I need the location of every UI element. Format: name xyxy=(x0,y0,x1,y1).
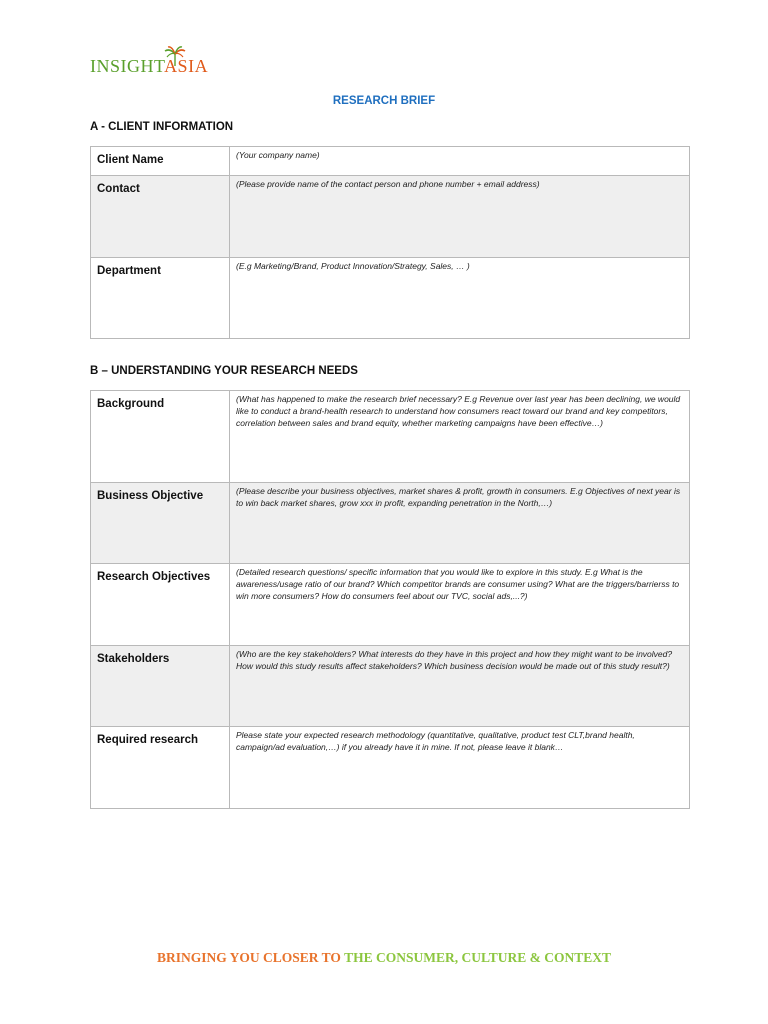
table-row xyxy=(91,258,690,339)
client-information-table xyxy=(90,146,690,339)
contact-field[interactable]: (Please provide name of the contact person and phone number + email address) xyxy=(230,176,690,258)
research-needs-table xyxy=(90,390,690,809)
business-objective-label: Business Objective xyxy=(91,483,230,564)
contact-label: Contact xyxy=(91,176,230,258)
background-label: Background xyxy=(91,391,230,483)
business-objective-field[interactable]: (Please describe your business objectives, market shares & profit, growth in consumers. E.g Objectives of next year is to win back market shares, grow xxx in profit, expanding penetration in the North,…) xyxy=(230,483,690,564)
logo-insight-text: INSIGHT xyxy=(90,56,165,76)
table-row xyxy=(91,564,690,646)
stakeholders-text-line-2: How would this study results affect stakeholders? Which business decision would be made out of this study result?) xyxy=(236,661,670,671)
client-name-field[interactable]: (Your company name) xyxy=(230,147,690,176)
section-a-heading: A - CLIENT INFORMATION xyxy=(90,121,234,133)
footer-tagline-part-2: THE CONSUMER, CULTURE & CONTEXT xyxy=(344,950,611,965)
required-research-field[interactable]: Please state your expected research methodology (quantitative, qualitative, product test CLT,brand health, campaign/ad evaluation,…) if you already have it in mine. If not, please leave it blank… xyxy=(230,727,690,809)
table-row xyxy=(91,646,690,727)
research-objectives-label: Research Objectives xyxy=(91,564,230,646)
section-b-heading: B – UNDERSTANDING YOUR RESEARCH NEEDS xyxy=(90,365,358,377)
table-row xyxy=(91,176,690,258)
client-name-label: Client Name xyxy=(91,147,230,176)
table-row xyxy=(91,483,690,564)
document-title: RESEARCH BRIEF xyxy=(332,95,436,107)
footer-tagline-part-1: BRINGING YOU CLOSER TO xyxy=(157,950,341,965)
company-logo xyxy=(90,46,220,78)
department-field[interactable]: (E.g Marketing/Brand, Product Innovation/Strategy, Sales, … ) xyxy=(230,258,690,339)
logo-asia-text: ASIA xyxy=(164,56,209,76)
research-objectives-field[interactable]: (Detailed research questions/ specific information that you would like to explore in this study. E.g What is the awareness/usage ratio of our brand? Which competitor brands are consumer using? What are the triggers/barrierss to win more consumers? How do consumers feel about our TVC, social ads,...?) xyxy=(230,564,690,646)
table-row xyxy=(91,147,690,176)
background-field[interactable]: (What has happened to make the research brief necessary? E.g Revenue over last year has been declining, we would like to conduct a brand-health research to understand how consumers react toward our brand and key competitors, correlation between sales and brand equity, whether marketing campaigns have been effective…) xyxy=(230,391,690,483)
stakeholders-field[interactable] xyxy=(230,646,690,727)
department-label: Department xyxy=(91,258,230,339)
table-row xyxy=(91,391,690,483)
stakeholders-label: Stakeholders xyxy=(91,646,230,727)
required-research-label: Required research xyxy=(91,727,230,809)
logo-wordmark xyxy=(90,56,208,77)
stakeholders-text-line-1: (Who are the key stakeholders? What interests do they have in this project and how they might want to be involved? xyxy=(236,649,673,659)
table-row xyxy=(91,727,690,809)
footer-tagline xyxy=(0,950,768,966)
